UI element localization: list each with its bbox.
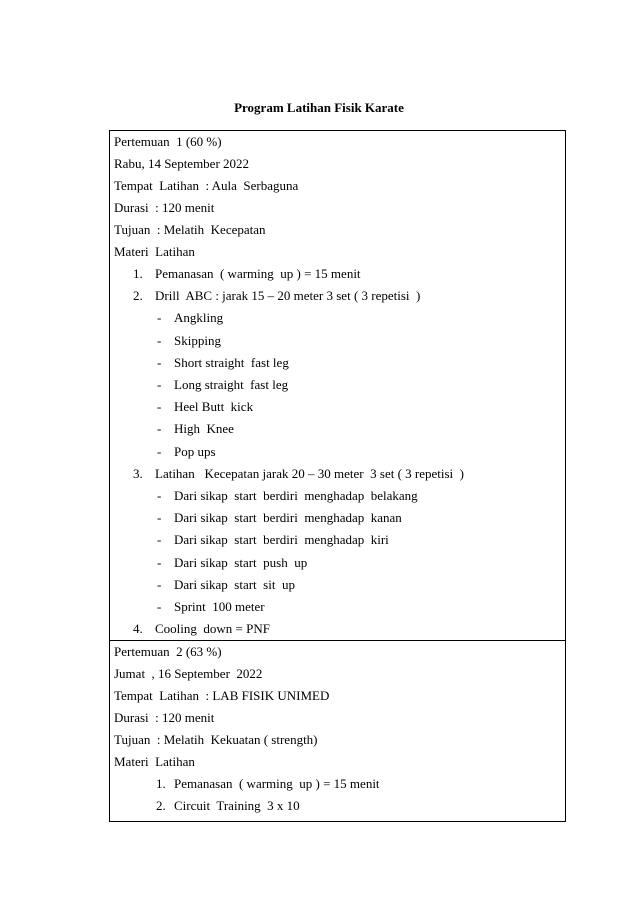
bullet-dash: - — [157, 310, 162, 326]
session-place: Tempat Latihan : Aula Serbaguna — [114, 178, 299, 193]
bullet-dash: - — [157, 332, 162, 348]
list-item-text: Pemanasan ( warming up ) = 15 menit — [174, 776, 380, 791]
sub-list-item: Dari sikap start sit up — [174, 576, 295, 592]
bullet-dash: - — [157, 377, 162, 392]
materi-label: Materi Latihan — [114, 754, 195, 769]
sub-list-item: Long straight fast leg — [174, 377, 289, 392]
sub-list-item: Dari sikap start berdiri menghadap kanan — [174, 510, 402, 526]
sub-list-item: Pop ups — [174, 443, 216, 459]
list-item-text: Pemanasan ( warming up ) = 15 menit — [155, 266, 361, 281]
session-duration: Durasi : 120 menit — [114, 710, 215, 725]
session-goal: Tujuan : Melatih Kekuatan ( strength) — [114, 732, 318, 747]
sub-list-item: Short straight fast leg — [174, 354, 289, 370]
session-date: Jumat , 16 September 2022 — [114, 666, 263, 681]
sub-list-item: Dari sikap start berdiri menghadap belakang — [174, 488, 418, 503]
bullet-dash: - — [157, 554, 162, 570]
bullet-dash: - — [157, 421, 162, 437]
list-item-text: Cooling down = PNF — [155, 621, 270, 637]
sub-list-item: High Knee — [174, 421, 234, 437]
list-item-number: 1. — [156, 776, 166, 791]
bullet-dash: - — [157, 399, 162, 415]
page-title: Program Latihan Fisik Karate — [234, 100, 404, 115]
sub-list-item: Heel Butt kick — [174, 399, 254, 415]
bullet-dash: - — [157, 576, 162, 592]
list-item-text: Circuit Training 3 x 10 — [174, 798, 300, 814]
session-header: Pertemuan 1 (60 %) — [114, 134, 222, 149]
session-goal: Tujuan : Melatih Kecepatan — [114, 222, 266, 237]
sub-list-item: Dari sikap start push up — [174, 554, 308, 570]
session-duration: Durasi : 120 menit — [114, 200, 215, 215]
session-date: Rabu, 14 September 2022 — [114, 156, 250, 171]
list-item-number: 1. — [133, 266, 143, 281]
bullet-dash: - — [157, 354, 162, 370]
session-1-box — [109, 130, 566, 641]
sub-list-item: Angkling — [174, 310, 224, 326]
sub-list-item: Skipping — [174, 332, 221, 348]
session-2-box — [109, 640, 566, 822]
bullet-dash: - — [157, 599, 162, 614]
list-item-text: Latihan Kecepatan jarak 20 – 30 meter 3 set ( 3 repetisi ) — [155, 465, 464, 481]
session-place: Tempat Latihan : LAB FISIK UNIMED — [114, 688, 330, 703]
bullet-dash: - — [157, 443, 162, 459]
list-item-number: 2. — [133, 288, 143, 304]
sub-list-item: Dari sikap start berdiri menghadap kiri — [174, 532, 389, 548]
list-item-number: 3. — [133, 465, 143, 481]
list-item-number: 2. — [156, 798, 166, 814]
session-header: Pertemuan 2 (63 %) — [114, 644, 222, 659]
bullet-dash: - — [157, 488, 162, 503]
list-item-text: Drill ABC : jarak 15 – 20 meter 3 set ( 3 repetisi ) — [155, 288, 421, 304]
materi-label: Materi Latihan — [114, 244, 195, 259]
bullet-dash: - — [157, 510, 162, 526]
list-item-number: 4. — [133, 621, 143, 637]
sub-list-item: Sprint 100 meter — [174, 599, 265, 614]
bullet-dash: - — [157, 532, 162, 548]
